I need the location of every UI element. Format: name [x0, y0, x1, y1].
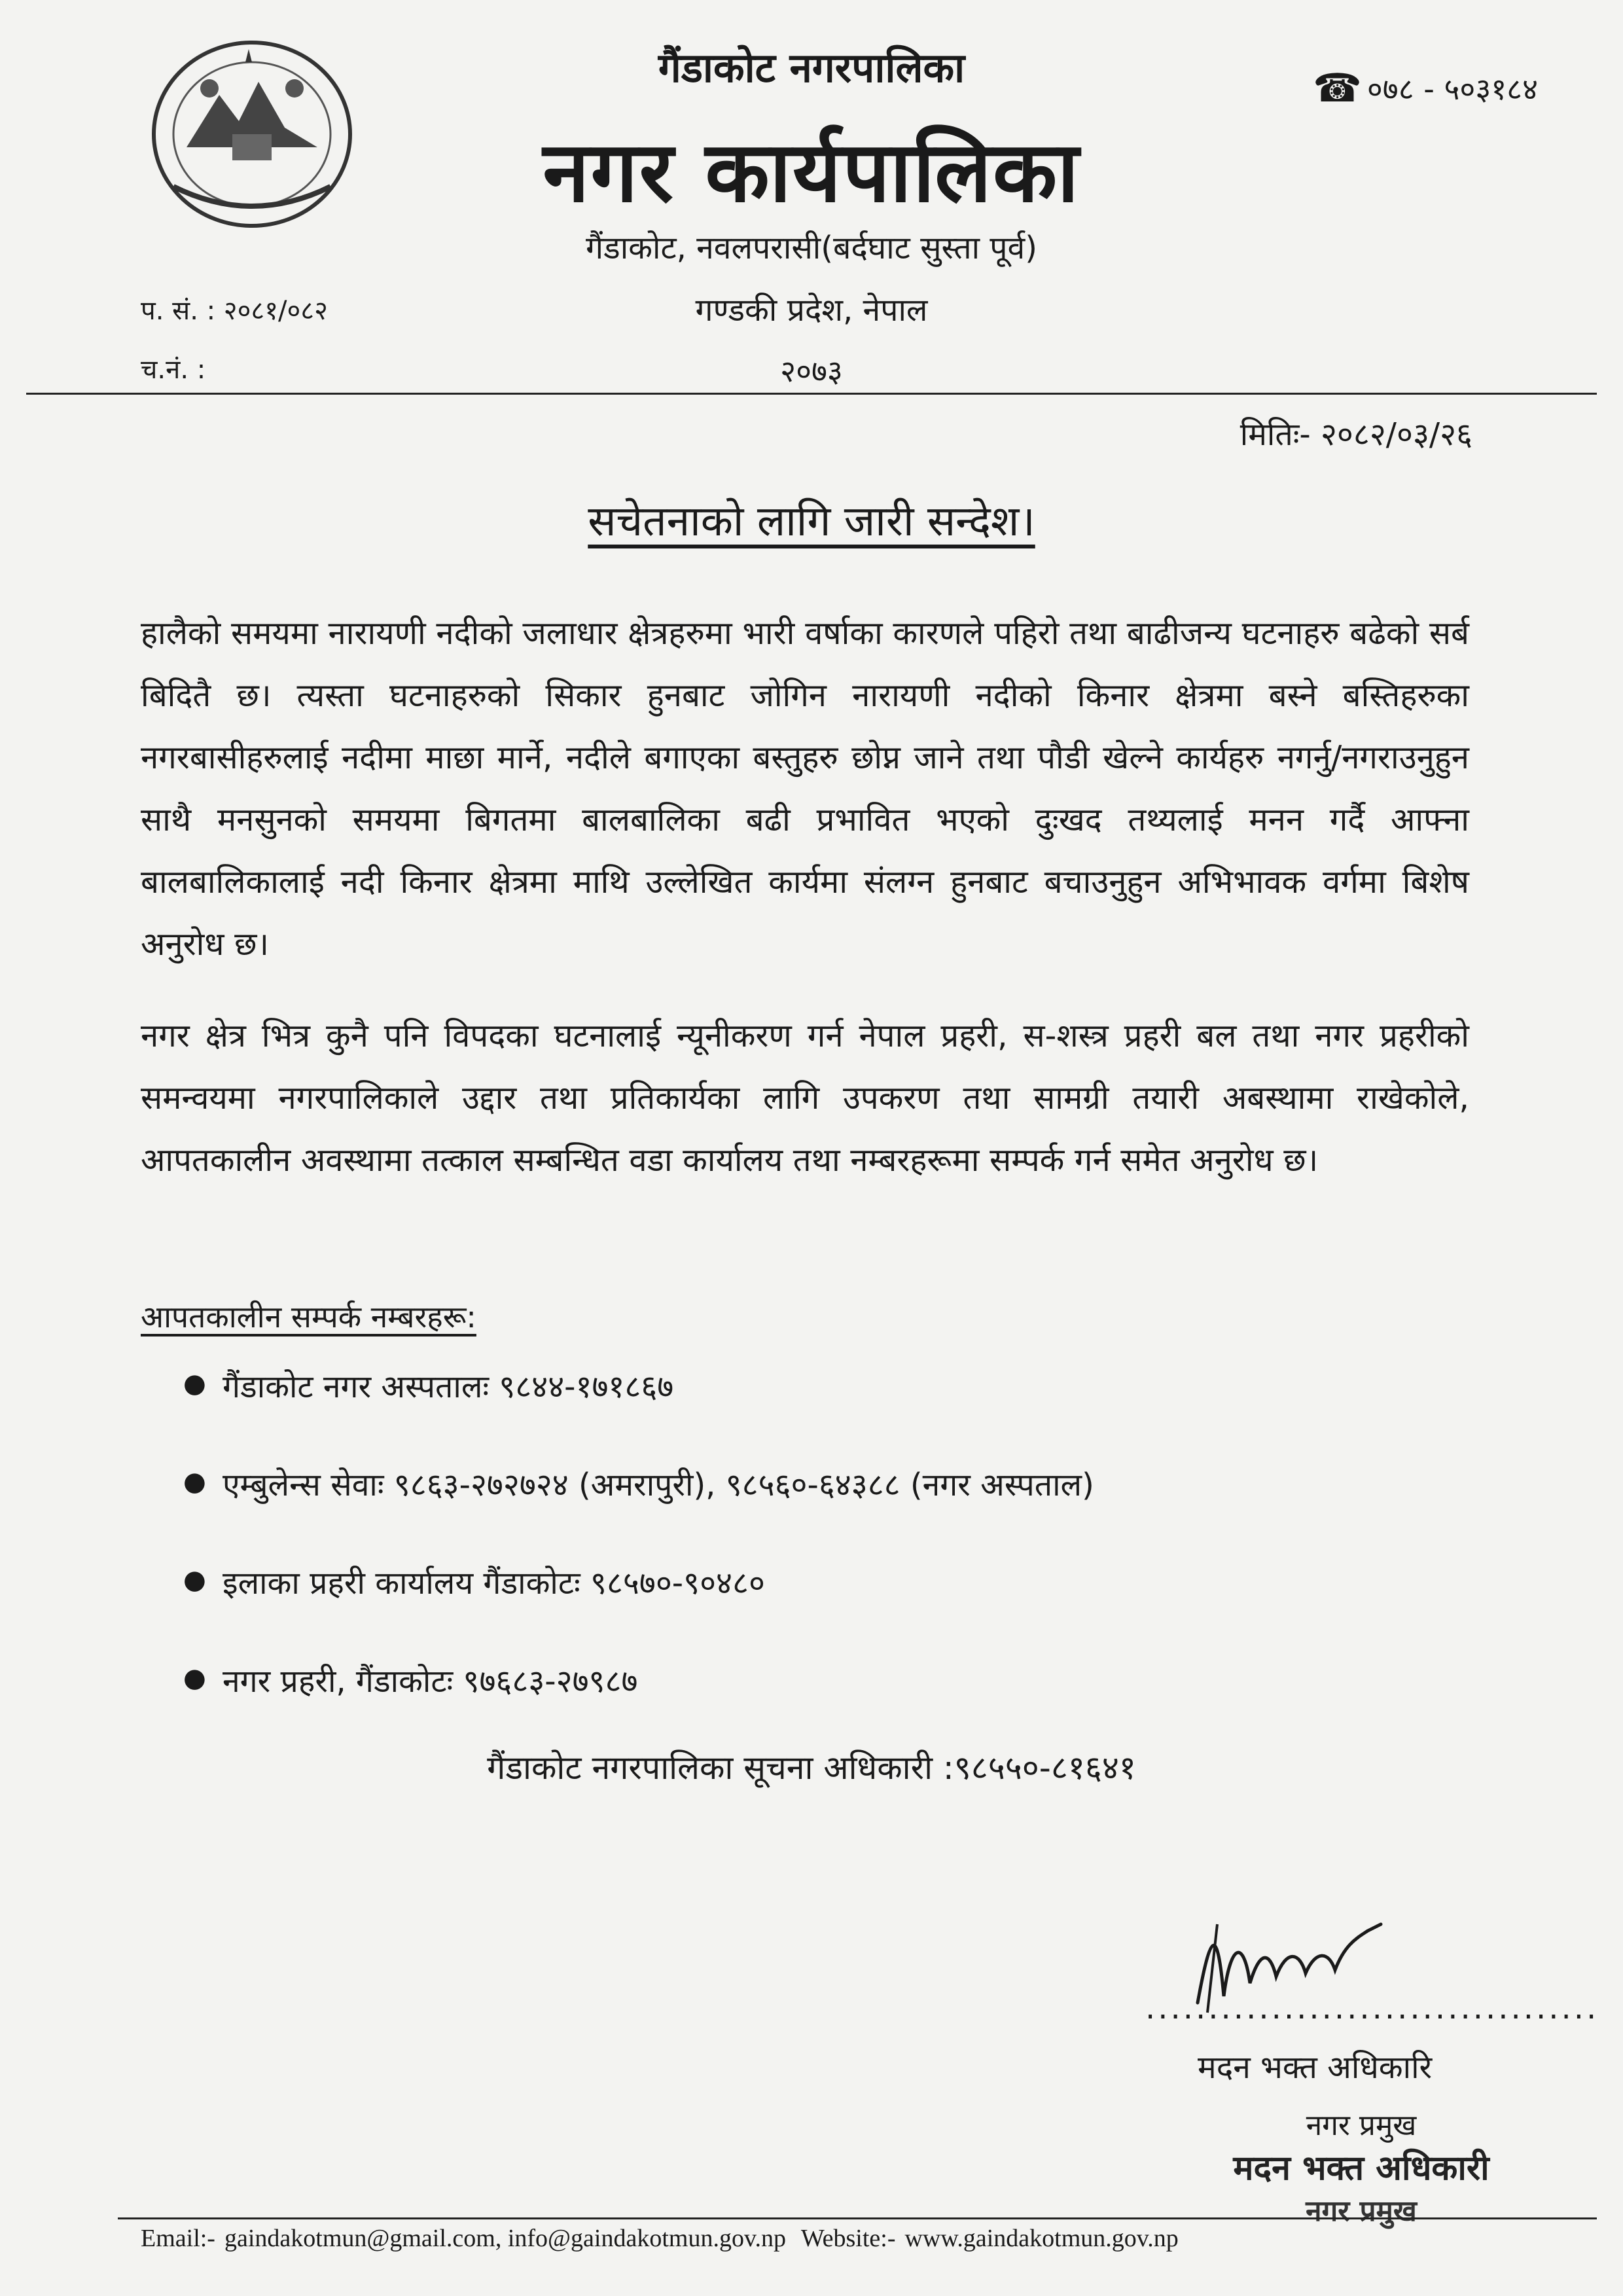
website-url: www.gaindakotmun.gov.np	[904, 2225, 1179, 2252]
established-year: २०७३	[780, 353, 843, 389]
official-stamp	[1217, 2104, 1505, 2229]
contact-text: नगर प्रहरी, गैंडाकोटः ९७६८३-२७९८७	[223, 1663, 638, 1700]
bullet-icon: ●	[183, 1663, 206, 1693]
footer-divider	[118, 2217, 1597, 2219]
stamp-name: मदन भक्त अधिकारी	[1233, 2149, 1489, 2188]
list-item	[183, 1463, 1094, 1561]
reference-number: प. सं. : २०८१/०८२	[141, 296, 328, 326]
signature-line: ....................................	[1145, 1990, 1599, 2026]
subject-text: सचेतनाको लागि जारी सन्देश।	[588, 497, 1035, 546]
phone-text: ०७८ - ५०३१८४	[1366, 71, 1538, 107]
office-name: नगर कार्यपालिका	[543, 124, 1080, 221]
stamp-title-bold: नगर प्रमुख	[1306, 2195, 1417, 2228]
address-line-1: गैंडाकोट, नवलपरासी(बर्दघाट सुस्ता पूर्व)	[586, 230, 1037, 266]
list-item	[183, 1561, 1094, 1659]
dispatch-number: च.नं. :	[141, 355, 206, 385]
body-paragraph: हालैको समयमा नारायणी नदीको जलाधार क्षेत्रहरुमा भारी वर्षाका कारणले पहिरो तथा बाढीजन्य घटनाहरु बढेको सर्ब बिदितै छ। त्यस्ता घटनाहरुको सिकार हुनबाट जोगिन नारायणी नदीको किनार क्षेत्रमा बस्ने बस्तिहरुका नगरबासीहरुलाई नदीमा माछा मार्ने, नदीले बगाएका बस्तुहरु छोप्न जाने तथा पौडी खेल्ने कार्यहरु नगर्नु/नगराउनुहुन साथै मनसुनको समयमा बिगतमा बालबालिका बढी प्रभावित भएको दुःखद तथ्यलाई मनन गर्दै आफ्ना बालबालिकालाई नदी किनार क्षेत्रमा माथि उल्लेखित कार्यमा संलग्न हुनबाट बचाउनुहुन अभिभावक वर्गमा बिशेष अनुरोध छ।	[141, 615, 1469, 963]
header-divider	[26, 393, 1597, 395]
telephone-icon: ☎	[1313, 65, 1362, 111]
body-paragraph: नगर क्षेत्र भित्र कुनै पनि विपदका घटनालाई न्यूनीकरण गर्न नेपाल प्रहरी, स-शस्त्र प्रहरी बल तथा नगर प्रहरीको समन्वयमा नगरपालिकाले उद्दार तथा प्रतिकार्यका लागि उपकरण तथा सामग्री तयारी अबस्थामा राखेकोले, आपतकालीन अवस्थामा तत्काल सम्बन्धित वडा कार्यालय तथा नम्बरहरूमा सम्पर्क गर्न समेत अनुरोध छ।	[141, 1017, 1469, 1179]
signer-name: मदन भक्त अधिकारि	[1198, 2049, 1433, 2086]
list-item	[183, 1365, 1094, 1463]
email-addresses: gaindakotmun@gmail.com, info@gaindakotmun.gov.np	[224, 2225, 786, 2252]
bullet-icon: ●	[183, 1369, 206, 1399]
stamp-title: नगर प्रमुख	[1306, 2109, 1417, 2142]
address-line-2: गण्डकी प्रदेश, नेपाल	[695, 292, 928, 329]
emergency-contacts-list	[183, 1365, 1094, 1757]
footer	[141, 2224, 1188, 2253]
phone-number	[1313, 65, 1538, 111]
letter-subject	[0, 491, 1623, 548]
email-label: Email:-	[141, 2225, 215, 2252]
contact-text: एम्बुलेन्स सेवाः ९८६३-२७२७२४ (अमरापुरी), ९८५६०-६४३८८ (नगर अस्पताल)	[223, 1467, 1094, 1503]
list-item	[183, 1659, 1094, 1757]
organization-name: गैंडाकोट नगरपालिका	[658, 44, 965, 92]
contact-text: गैंडाकोट नगर अस्पतालः ९८४४-१७१८६७	[223, 1369, 674, 1405]
website-label: Website:-	[800, 2225, 896, 2252]
letter-date: मितिः- २०८२/०३/२६	[1240, 416, 1472, 453]
bullet-icon: ●	[183, 1565, 206, 1595]
information-officer: गैंडाकोट नगरपालिका सूचना अधिकारी :९८५५०-८१६४१	[487, 1749, 1136, 1787]
emergency-contacts-heading: आपतकालीन सम्पर्क नम्बरहरू:	[141, 1299, 476, 1335]
contact-text: इलाका प्रहरी कार्यालय गैंडाकोटः ९८५७०-९०४८०	[223, 1565, 765, 1602]
bullet-icon: ●	[183, 1467, 206, 1497]
